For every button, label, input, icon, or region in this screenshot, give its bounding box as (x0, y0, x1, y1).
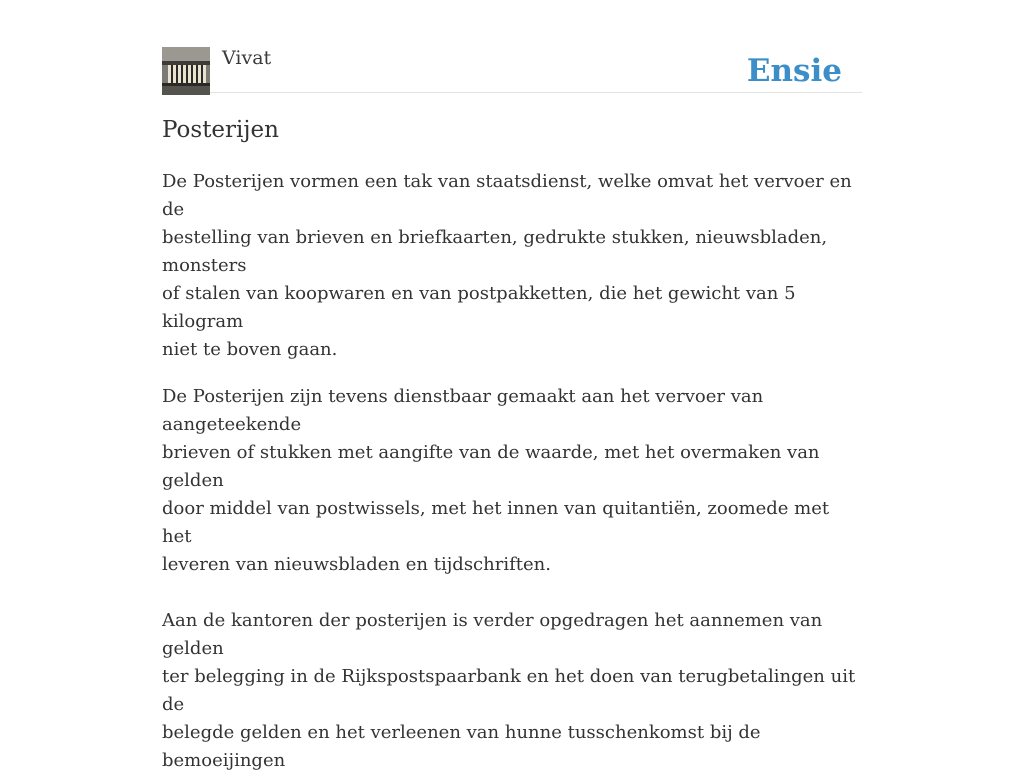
page (162, 0, 862, 771)
article-title: Posterijen (162, 117, 279, 143)
ensie-logo[interactable]: Ensie (746, 53, 842, 89)
bookshelf-avatar-icon[interactable] (162, 47, 210, 95)
article-paragraph-1: De Posterijen vormen een tak van staatsdienst, welke omvat het vervoer en de bestelling van brieven en briefkaarten, gedrukte stukken, nieuwsbladen, monsters of stalen van koopwaren en van postpakketten, die het gewicht van 5 kilogram niet te boven gaan. (162, 171, 852, 360)
article-body (162, 168, 862, 775)
profile-header (162, 46, 862, 93)
article-paragraph-3: Aan de kantoren der posterijen is verder opgedragen het aannemen van gelden ter belegging in de Rijkspostspaarbank en het doen van terugbetalingen uit de belegde gelden en het verleenen van hunne tusschenkomst bij de bemoeijingen (162, 610, 856, 771)
author-name[interactable]: Vivat (222, 47, 272, 69)
article-paragraph-2: De Posterijen zijn tevens dienstbaar gemaakt aan het vervoer van aangeteekende brieven of stukken met aangifte van de waarde, met het overmaken van gelden door middel van postwissels, met het innen van quitantiën, zoomede met het leveren van nieuwsbladen en tijdschriften. (162, 386, 830, 575)
